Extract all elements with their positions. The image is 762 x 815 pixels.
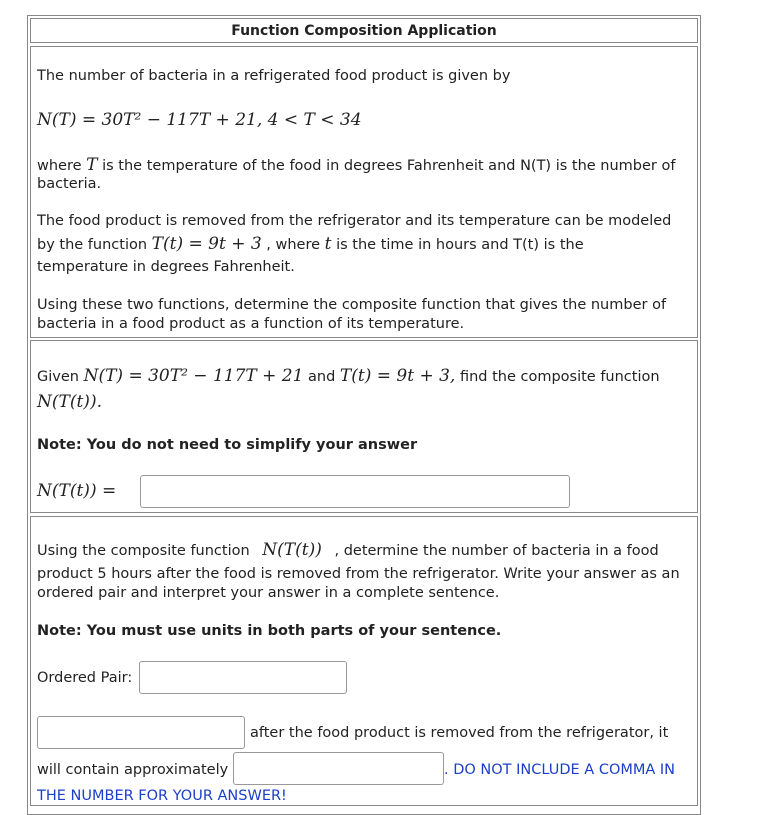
composite-answer-label: N(T(t)) = <box>37 481 117 501</box>
intro-section <box>30 46 698 338</box>
intro-text-4: Using these two functions, determine the composite function that gives the number of <box>37 297 667 313</box>
intro-text-3b: by the function T(t) = 9t + 3 , where t is the time in hours and T(t) is the <box>37 234 584 254</box>
bacteria-formula: N(T) = 30T² − 117T + 21, 4 < T < 34 <box>37 110 362 130</box>
intro-text-2: where T is the temperature of the food in degrees Fahrenheit and N(T) is the number of <box>37 155 676 175</box>
part1-prompt: Given N(T) = 30T² − 117T + 21 and T(t) = 9t + 3, find the composite function <box>37 366 660 386</box>
ordered-pair-label: Ordered Pair: <box>37 670 133 686</box>
intro-text-4b: bacteria in a food product as a function of its temperature. <box>37 316 465 332</box>
part2-note: Note: You must use units in both parts of your sentence. <box>37 623 502 639</box>
part2-prompt-3: ordered pair and interpret your answer in a complete sentence. <box>37 585 500 601</box>
intro-text-2b: bacteria. <box>37 176 102 192</box>
ordered-pair-input[interactable] <box>139 661 347 694</box>
part2-prompt-2: product 5 hours after the food is removed from the refrigerator. Write your answer as an <box>37 566 680 582</box>
intro-text-1: The number of bacteria in a refrigerated food product is given by <box>37 68 511 84</box>
composite-answer-input[interactable] <box>140 475 570 508</box>
comma-warning-2: THE NUMBER FOR YOUR ANSWER! <box>37 788 287 804</box>
part1-composite: N(T(t)). <box>37 392 102 412</box>
problem-title: Function Composition Application <box>30 18 698 43</box>
intro-text-3: The food product is removed from the refrigerator and its temperature can be modeled <box>37 213 672 229</box>
part2-prompt-1: Using the composite function N(T(t)) , determine the number of bacteria in a food <box>37 540 659 560</box>
bacteria-count-input[interactable] <box>233 752 444 785</box>
sentence-mid-text: after the food product is removed from the refrigerator, it <box>250 725 669 741</box>
time-answer-input[interactable] <box>37 716 245 749</box>
part1-note: Note: You do not need to simplify your answer <box>37 437 418 453</box>
sentence-start-text: will contain approximately <box>37 762 229 778</box>
comma-warning: . DO NOT INCLUDE A COMMA IN <box>444 762 676 778</box>
intro-text-3c: temperature in degrees Fahrenheit. <box>37 259 295 275</box>
